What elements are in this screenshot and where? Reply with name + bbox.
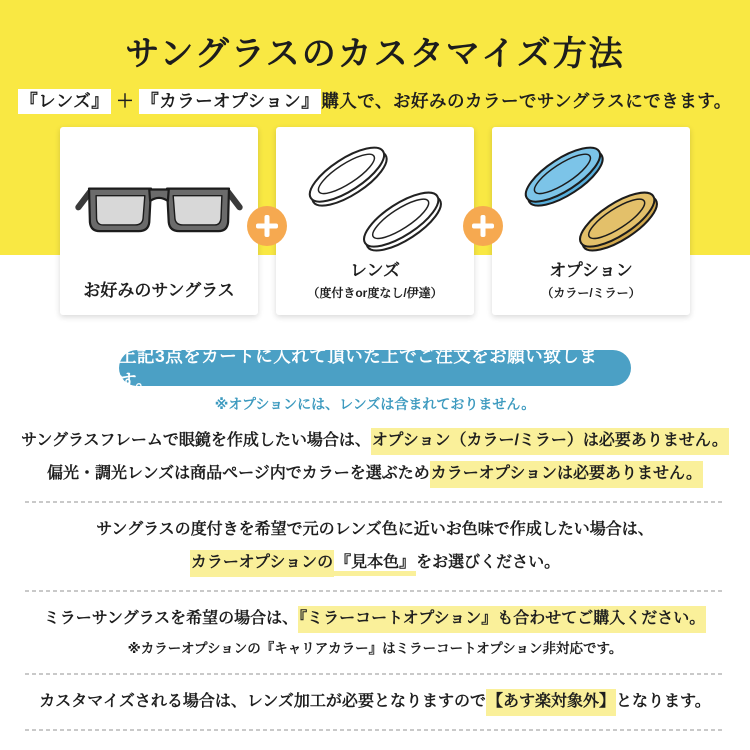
clear-lens-pair-icon — [295, 137, 455, 261]
step-label: オプション — [549, 260, 633, 280]
lens-term: 『レンズ』 — [18, 89, 111, 114]
note-line: 偏光・調光レンズは商品ページ内でカラーを選ぶためカラーオプションは必要ありません。 — [0, 457, 750, 490]
subtitle-rest: 購入で、お好みのカラーでサングラスにできます。 — [321, 91, 732, 111]
order-instruction-banner — [119, 346, 631, 391]
note-line: カラーオプションの 『見本色』をお選びください。 — [0, 546, 750, 579]
step-label: レンズ — [349, 260, 401, 280]
step-label: お好みのサングラス — [83, 280, 235, 300]
customize-steps — [60, 127, 690, 315]
option-note: ※オプションには、レンズは含まれておりません。 — [214, 396, 536, 412]
note-line: サングラスの度付きを希望で元のレンズ色に近いお色味で作成したい場合は、 — [96, 521, 654, 538]
note-section-customize — [0, 675, 750, 729]
page-title: サングラスのカスタマイズ方法 — [125, 35, 625, 73]
color-lens-pair-icon — [511, 137, 671, 261]
hero-subtitle — [0, 88, 750, 113]
carrier-color-note: ※カラーオプションの『キャリアカラー』はミラーコートオプション非対応です。 — [127, 641, 623, 656]
sunglasses-icon — [74, 137, 244, 281]
step-sublabel: （度付きor度なし/伊達） — [307, 286, 443, 300]
plus-icon — [247, 206, 287, 246]
note-section-sample-color — [0, 503, 750, 590]
color-option-term: 『カラーオプション』 — [139, 89, 321, 114]
step-card-sunglasses — [60, 127, 258, 315]
note-line: サングラスフレームで眼鏡を作成したい場合は、オプション（カラー/ミラー）は必要ありません。 — [0, 424, 750, 457]
note-section-mirror — [0, 592, 750, 673]
order-instruction-text: 上記3点をカートに入れて頂いた上でご注文をお願い致します。 — [119, 346, 598, 391]
step-card-lens — [276, 127, 474, 315]
dashed-divider — [25, 729, 725, 731]
step-sublabel: （カラー/ミラー） — [541, 286, 641, 300]
plus-separator: ＋ — [116, 91, 135, 111]
note-line: カスタマイズされる場合は、レンズ加工が必要となりますので【あす楽対象外】となります。 — [0, 685, 750, 718]
note-line: ミラーサングラスを希望の場合は、『ミラーコートオプション』も合わせてご購入ください。 — [0, 602, 750, 635]
note-section-frame — [0, 414, 750, 501]
step-card-option — [492, 127, 690, 315]
plus-icon — [463, 206, 503, 246]
